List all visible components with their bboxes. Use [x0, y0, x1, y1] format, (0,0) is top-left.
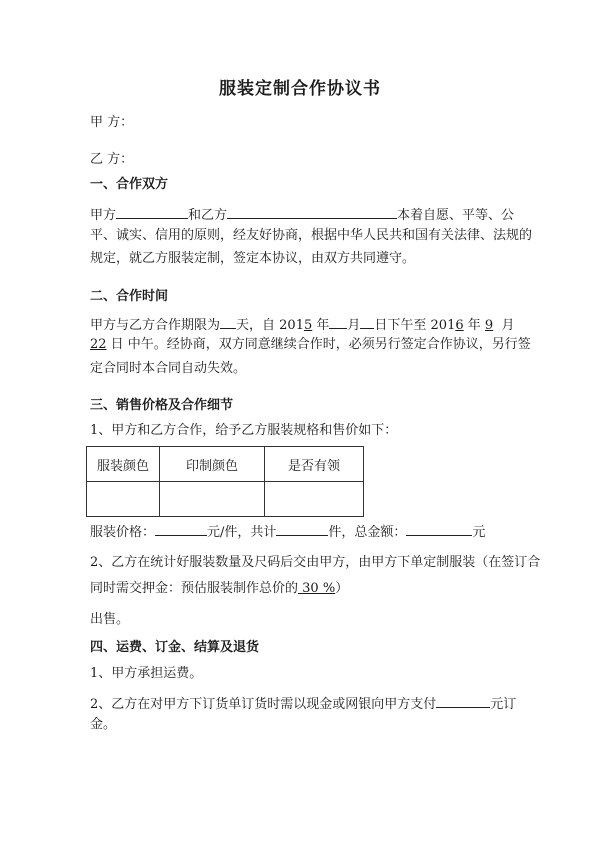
table-cell[interactable] — [160, 482, 265, 517]
section-2-line-2 — [90, 336, 531, 354]
party-b-line — [90, 151, 133, 169]
s1-line-1-tail: 本着自愿、平等、公 — [397, 208, 515, 223]
section-1-line-3: 规定，就乙方服装定制，签定本协议，由双方共同遵守。 — [90, 251, 416, 266]
section-3-paragraph-3: 出售。 — [90, 612, 130, 627]
section-2-line-3: 定合同时本合同自动失效。 — [90, 361, 247, 376]
spec-table — [86, 446, 364, 517]
start-year-digit: 5 — [303, 318, 313, 333]
section-3-paragraph-2-line-2 — [90, 580, 348, 598]
deposit-payment-text: 2、乙方在对甲方下订货单订货时需以现金或网银向甲方支付 — [90, 697, 437, 712]
section-1-heading: 一、合作双方 — [90, 177, 169, 192]
deposit-unit-text: 元订 — [490, 697, 517, 712]
section-4-paragraph-2-line-2: 金。 — [90, 717, 117, 732]
price-label: 服装价格： — [90, 525, 156, 540]
document-title: 服装定制合作协议书 — [219, 79, 381, 99]
price-line — [90, 520, 485, 542]
section-3-paragraph-2-line-1: 2、乙方在统计好服装数量及尺码后交由甲方，由甲方下单定制服装（在签订合 — [90, 555, 541, 570]
section-4-heading: 四、运费、订金、结算及退货 — [90, 640, 260, 655]
quantity-blank[interactable] — [276, 520, 328, 536]
s2-from-text: 天，自 201 — [236, 318, 304, 333]
s2-year-label: 年 — [312, 318, 330, 333]
start-day-blank[interactable] — [360, 313, 374, 329]
section-3-heading: 三、销售价格及合作细节 — [90, 398, 234, 413]
table-cell[interactable] — [87, 482, 160, 517]
table-header-cell: 服装颜色 — [87, 447, 160, 482]
deposit-close: ） — [335, 581, 349, 596]
term-days-blank[interactable] — [220, 313, 236, 329]
deposit-percent: 30 % — [298, 581, 336, 596]
s2-month-label: 月 — [347, 318, 361, 333]
end-year-digit: 6 — [455, 318, 464, 333]
party-a-label: 甲 方： — [90, 115, 134, 130]
table-cell[interactable] — [265, 482, 364, 517]
deposit-text: 同时需交押金：预估服装制作总价的 — [90, 581, 299, 596]
section-2-heading: 二、合作时间 — [90, 289, 169, 304]
table-row — [87, 482, 364, 517]
currency-unit: 元 — [472, 525, 486, 540]
end-day: 22 — [90, 337, 107, 352]
section-2-line-1 — [90, 313, 514, 335]
section-1-line-2: 平、诚实、信用的原则，经友好协商，根据中华人民共和国有关法律、法规的 — [90, 228, 533, 243]
party-b-label: 乙 方： — [90, 152, 134, 167]
table-header-cell: 印制颜色 — [160, 447, 265, 482]
s1-party-b-text: 和乙方 — [188, 208, 228, 223]
end-month: 9 — [484, 318, 494, 333]
s1-party-a-text: 甲方 — [90, 208, 117, 223]
s2-to-text: 日下午至 201 — [374, 318, 456, 333]
section-1-line-1 — [90, 203, 514, 225]
party-a-name-blank[interactable] — [116, 203, 188, 219]
s2-year2-label: 年 — [463, 318, 481, 333]
party-b-name-blank[interactable] — [227, 203, 397, 219]
table-header-cell: 是否有领 — [265, 447, 364, 482]
party-a-line — [90, 114, 133, 132]
price-per-item-text: 元/件，共计 — [207, 525, 277, 540]
s2-line-2-text: 日 中午。经协商，双方同意继续合作时，必须另行签定合作协议，另行签 — [106, 337, 531, 352]
order-deposit-blank[interactable] — [436, 692, 490, 708]
section-4-paragraph-2-line-1 — [90, 692, 516, 714]
section-4-paragraph-1: 1、甲方承担运费。 — [90, 666, 203, 681]
total-label: 件，总金额： — [328, 525, 407, 540]
table-header-row — [87, 447, 364, 482]
section-3-paragraph-1: 1、甲方和乙方合作，给予乙方服装规格和售价如下： — [90, 423, 398, 438]
s2-term-text: 甲方与乙方合作期限为 — [90, 318, 221, 333]
unit-price-blank[interactable] — [155, 520, 207, 536]
start-month-blank[interactable] — [329, 313, 347, 329]
s2-month2-label: 月 — [501, 318, 515, 333]
total-amount-blank[interactable] — [406, 520, 472, 536]
